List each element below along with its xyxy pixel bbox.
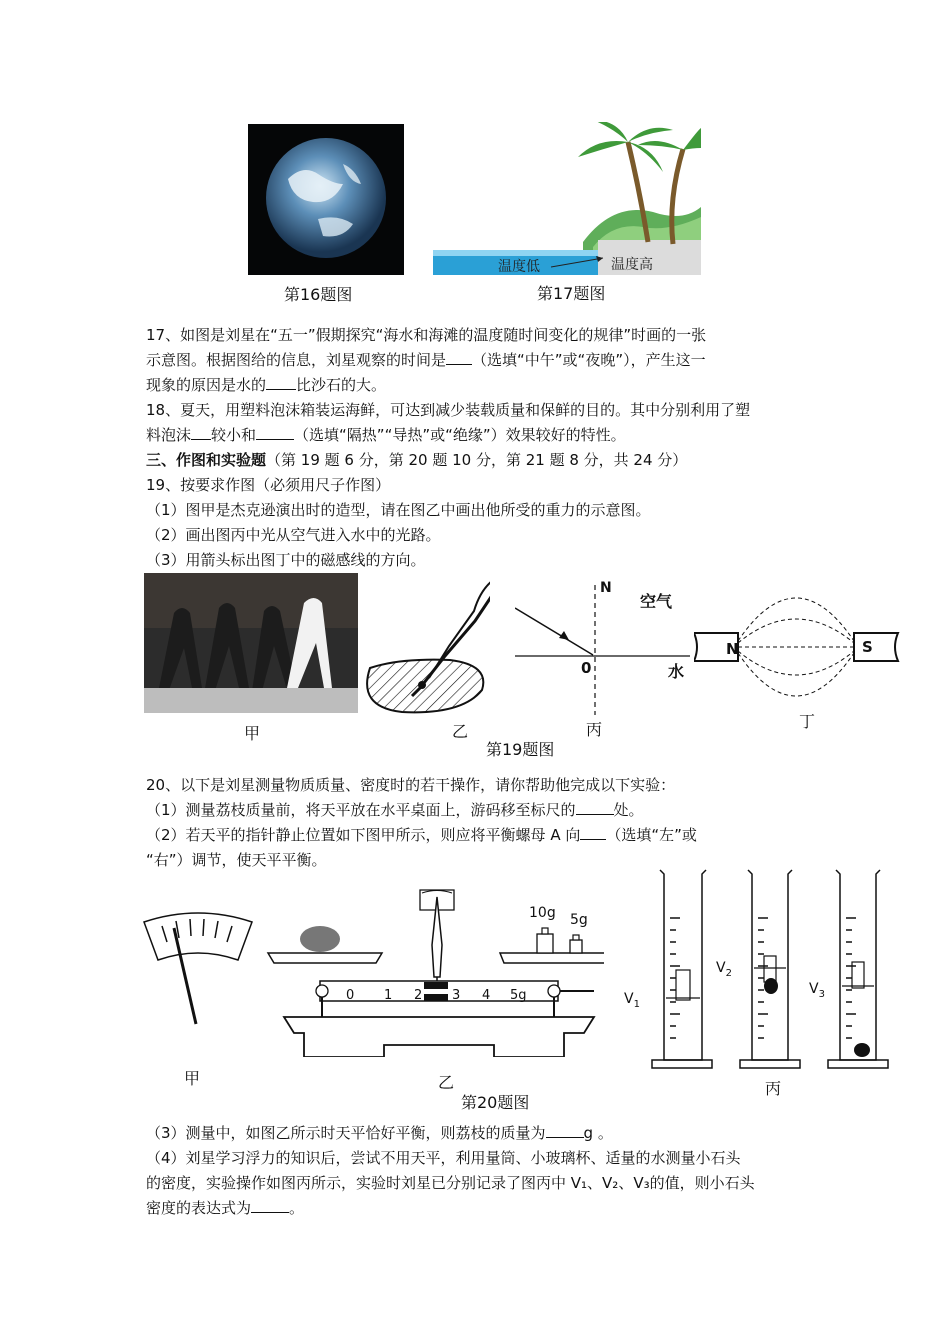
fig19-label-yi: 乙 (452, 722, 469, 741)
fig20-scale-3: 3 (452, 988, 461, 1003)
q20-line6: （4）刘星学习浮力的知识后，尝试不用天平，利用量筒、小玻璃杯、适量的水测量小石头 (146, 1149, 741, 1167)
section3-heading (146, 448, 687, 472)
balance-base (284, 1017, 594, 1057)
q20-blank-3[interactable] (546, 1123, 584, 1138)
rider-bottom (424, 994, 448, 1001)
fig20-v2-label: $V_2$ (716, 960, 732, 979)
fig19-origin-label: 0 (581, 659, 592, 677)
weight-10g (537, 934, 553, 953)
fig20-v1-label: $V_1$ (624, 991, 640, 1010)
fig16-earth-image (248, 124, 404, 275)
cylinder-1 (660, 870, 706, 1060)
fig19-label-jia: 甲 (244, 724, 261, 743)
fig17-beach-image (433, 122, 701, 275)
q20-line7: 的密度，实验操作如图丙所示，实验时刘星已分别记录了图丙中 V₁、V₂、V₃的值，则小石头 (146, 1174, 755, 1192)
fig19-label-bing: 丙 (586, 720, 603, 739)
fig20-scale-5g: 5g (510, 988, 527, 1003)
fig20-scale-2: 2 (414, 988, 423, 1003)
q17-line2: 示意图。根据图给的信息，刘星观察的时间是 （选填“中午”或“夜晚”），产生这一 (146, 351, 706, 369)
fig20-bing-cylinders (650, 868, 890, 1076)
weight-5g (570, 940, 582, 953)
q20-blank-2[interactable] (580, 825, 606, 840)
fig16-caption: 第16题图 (284, 285, 353, 304)
fig20-scale-0: 0 (346, 988, 355, 1003)
q17-blank-property[interactable] (266, 375, 296, 390)
q20-blank-4[interactable] (251, 1198, 289, 1213)
fig20-scale-1: 1 (384, 988, 393, 1003)
fig19-jia-photo (144, 573, 358, 713)
fig20-weight-10g-label: 10g (529, 905, 556, 921)
glass-cup-1 (676, 970, 690, 1000)
fig20-v3-label: $V_3$ (809, 981, 825, 1000)
q20-blank-1[interactable] (576, 800, 614, 815)
q19-line2: （1）图甲是杰克逊演出时的造型，请在图乙中画出他所受的重力的示意图。 (146, 501, 651, 519)
q20-line8: 密度的表达式为 。 (146, 1199, 305, 1217)
fig19-air-label: 空气 (640, 592, 673, 611)
section3-note: （第 19 题 6 分，第 20 题 10 分，第 21 题 8 分，共 24 分） (266, 451, 688, 469)
label-temp-low: 温度低 (498, 259, 540, 275)
cylinder-2 (748, 870, 792, 1060)
label-temp-high: 温度高 (611, 257, 653, 273)
field-lines (738, 598, 854, 696)
magnet-south (854, 633, 898, 661)
fig19-caption: 第19题图 (486, 740, 555, 759)
fig19-yi-sketch (360, 573, 490, 718)
stone-at-bottom (854, 1043, 870, 1057)
q18-blank-2[interactable] (256, 425, 294, 440)
q17-line1: 17、如图是刘星在“五一”假期探究“海水和海滩的温度随时间变化的规律”时画的一张 (146, 326, 707, 344)
fig19-water-label: 水 (668, 662, 685, 681)
rider-top (424, 982, 448, 989)
q20-line5: （3）测量中，如图乙所示时天平恰好平衡，则荔枝的质量为 g 。 (146, 1124, 613, 1142)
q19-line4: （3）用箭头标出图丁中的磁感线的方向。 (146, 551, 426, 569)
fig19-magnet-s-label: S (862, 638, 873, 656)
q18-line2: 料泡沫 较小和 （选填“隔热”“导热”或“绝缘”）效果较好的特性。 (146, 426, 626, 444)
q18-blank-1[interactable] (191, 425, 211, 440)
fig20-label-jia: 甲 (184, 1069, 201, 1088)
fig20-label-bing: 丙 (765, 1079, 782, 1098)
fig20-label-yi: 乙 (438, 1073, 455, 1092)
q20-line3: （2）若天平的指针静止位置如下图甲所示，则应将平衡螺母 A 向 （选填“左”或 (146, 826, 697, 844)
q20-line4: “右”）调节，使天平平衡。 (146, 851, 327, 869)
fig20-caption: 第20题图 (461, 1093, 530, 1112)
fig20-weight-5g-label: 5g (570, 912, 588, 928)
q20-line1: 20、以下是刘星测量物质质量、密度时的若干操作，请你帮助他完成以下实验： (146, 776, 676, 794)
q20-line2: （1）测量荔枝质量前，将天平放在水平桌面上，游码移至标尺的 处。 (146, 801, 644, 819)
fig19-n-label: N (600, 580, 612, 596)
q18-line1: 18、夏天，用塑料泡沫箱装运海鲜，可达到减少装载质量和保鲜的目的。其中分别利用了塑 (146, 401, 751, 419)
fig20-scale-4: 4 (482, 988, 491, 1003)
fig19-label-ding: 丁 (799, 712, 816, 731)
section3-title: 三、作图和实验题 (146, 451, 267, 469)
stone-in-cup (764, 978, 778, 994)
fig19-magnet-n-label: N (726, 640, 739, 658)
incident-ray (515, 608, 593, 655)
q19-line3: （2）画出图丙中光从空气进入水中的光路。 (146, 526, 441, 544)
fig17-caption: 第17题图 (537, 284, 606, 303)
q17-line3: 现象的原因是水的 比沙石的大。 (146, 376, 387, 394)
cylinder-3 (836, 870, 880, 1060)
q17-blank-time[interactable] (446, 350, 472, 365)
fig20-jia-dial (140, 908, 256, 1026)
q19-line1: 19、按要求作图（必须用尺子作图） (146, 476, 391, 494)
